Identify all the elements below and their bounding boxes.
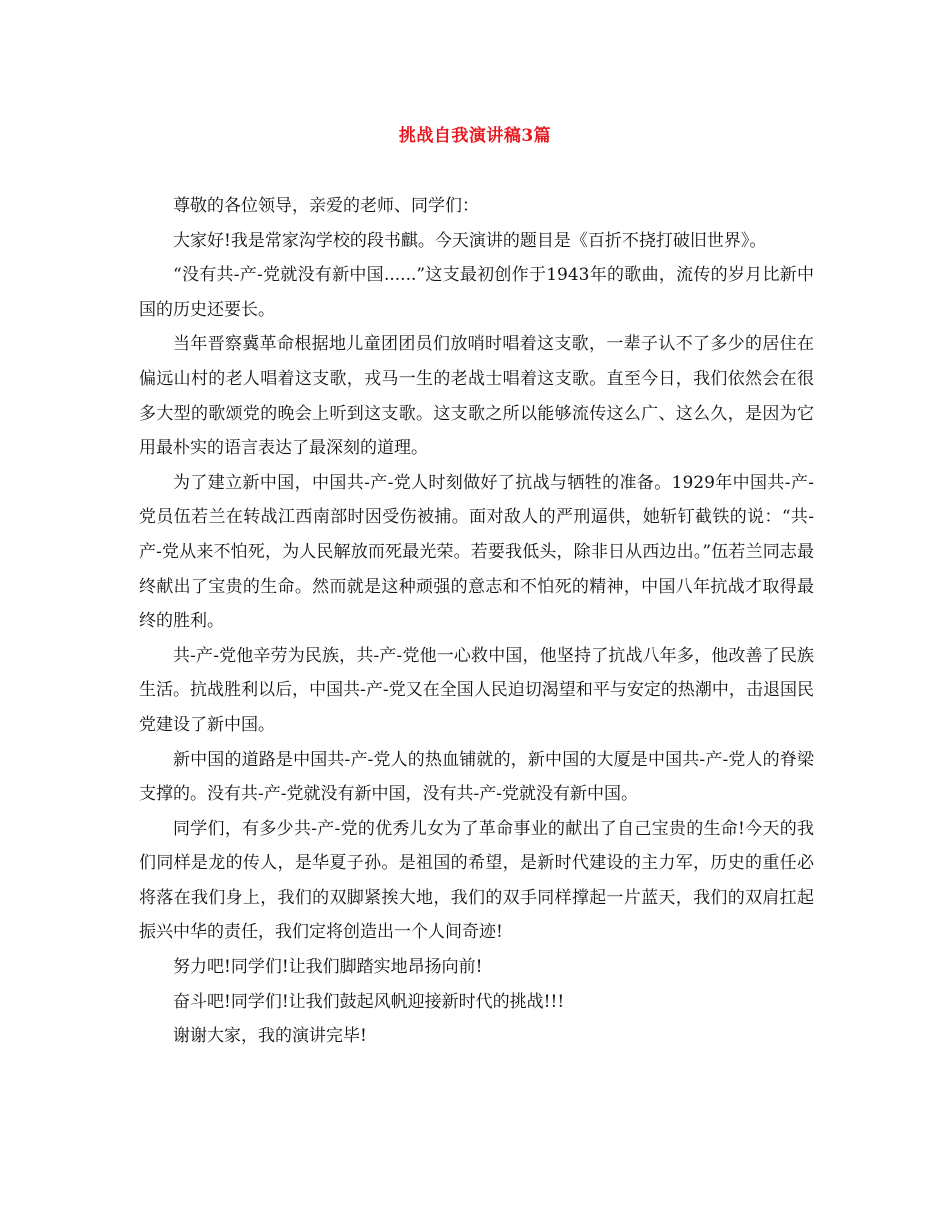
paragraph-students-call: 同学们，有多少共-产-党的优秀儿女为了革命事业的献出了自己宝贵的生命!今天的我们同样是龙的传人，是华夏子孙。是祖国的希望，是新时代建设的主力军，历史的重任必将落在我们身上，我们的双脚紧挨大地，我们的双手同样撑起一片蓝天，我们的双肩扛起振兴中华的责任，我们定将创造出一个人间奇迹!: [139, 818, 814, 943]
paragraph-closing: 谢谢大家，我的演讲完毕!: [173, 1026, 367, 1047]
paragraph-wu-ruolan: 为了建立新中国，中国共-产-党人时刻做好了抗战与牺牲的准备。1929年中国共-产-党员伍若兰在转战江西南部时因受伤被捕。面对敌人的严刑逼供，她斩钉截铁的说：“共-产-党从来不怕死，为人民解放而死最光荣。若要我低头，除非日从西边出。”伍若兰同志最终献出了宝贵的生命。然而就是这种顽强的意志和不怕死的精神，中国八年抗战才取得最终的胜利。: [139, 472, 814, 632]
paragraph-party-effort: 共-产-党他辛劳为民族，共-产-党他一心救中国，他坚持了抗战八年多，他改善了民族生活。抗战胜利以后，中国共-产-党又在全国人民迫切渴望和平与安定的热潮中，击退国民党建设了新中国。: [139, 645, 814, 735]
paragraph-introduction: 大家好!我是常家沟学校的段书麒。今天演讲的题目是《百折不挠打破旧世界》。: [173, 230, 767, 251]
paragraph-new-china-road: 新中国的道路是中国共-产-党人的热血铺就的，新中国的大厦是中国共-产-党人的脊梁支撑的。没有共-产-党就没有新中国，没有共-产-党就没有新中国。: [139, 749, 814, 805]
paragraph-song-origin: “没有共-产-党就没有新中国......”这支最初创作于1943年的歌曲，流传的岁月比新中国的历史还要长。: [139, 265, 814, 320]
paragraph-exhortation-2: 奋斗吧!同学们!让我们鼓起风帆迎接新时代的挑战!!!: [173, 991, 565, 1012]
paragraph-song-history: 当年晋察冀革命根据地儿童团团员们放哨时唱着这支歌，一辈子认不了多少的居住在偏远山村的老人唱着这支歌，戎马一生的老战士唱着这支歌。直至今日，我们依然会在很多大型的歌颂党的晚会上听到这支歌。这支歌之所以能够流传这么广、这么久，是因为它用最朴实的语言表达了最深刻的道理。: [139, 334, 814, 459]
document-body: [139, 189, 814, 1054]
paragraph-exhortation-1: 努力吧!同学们!让我们脚踏实地昂扬向前!: [173, 957, 483, 978]
document-title: 挑战自我演讲稿3篇: [398, 126, 552, 146]
paragraph-salutation: 尊敬的各位领导，亲爱的老师、同学们：: [173, 196, 479, 216]
